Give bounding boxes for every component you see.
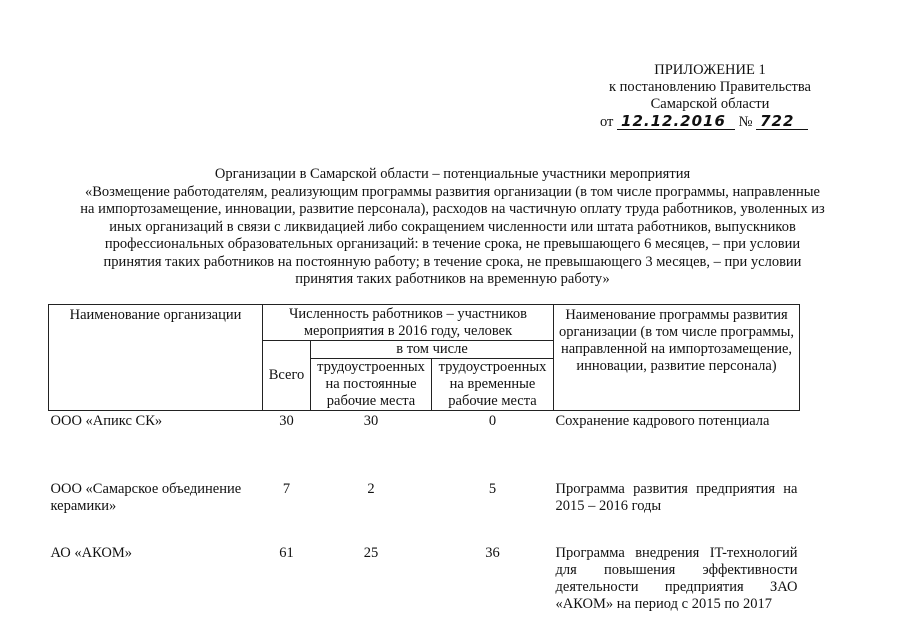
- header-including: в том числе: [311, 341, 554, 359]
- handwritten-date: 12.12.2016: [617, 114, 735, 130]
- table-header: [49, 305, 800, 411]
- number-label: №: [738, 114, 753, 130]
- handwritten-number: 722: [756, 114, 808, 130]
- title-line: принятия таких работников на постоянную работу; в течение срока, не превышающего 3 месяцев, – при условии: [103, 253, 802, 270]
- title-line: принятия таких работников на временную работу»: [295, 271, 610, 287]
- temporary-cell: 36: [485, 545, 500, 561]
- title-line: профессиональных образовательных организаций: в течение срока, не превышающего 6 месяцев, – при условии: [104, 236, 801, 252]
- header-permanent: трудоустроенных на постоянные рабочие места: [311, 359, 432, 411]
- permanent-cell: 2: [367, 481, 375, 497]
- table-row: [49, 543, 800, 625]
- document-title: [40, 166, 865, 289]
- from-label: от: [600, 114, 614, 130]
- permanent-cell: 30: [363, 413, 379, 429]
- org-name-cell: ООО «Самарское объединение керамики»: [50, 481, 242, 514]
- participants-table: [48, 304, 800, 625]
- program-cell: Сохранение кадрового потенциала: [555, 413, 770, 429]
- table-row: [49, 479, 800, 543]
- header-total: Всего: [263, 341, 311, 411]
- header-org: Наименование организации: [49, 305, 263, 411]
- annex-block: [560, 62, 860, 131]
- title-line: Организации в Самарской области – потенциальные участники мероприятия: [214, 166, 691, 182]
- annex-region-line: Самарской области: [650, 96, 770, 112]
- table-body: [49, 411, 800, 626]
- annex-resolution-line: к постановлению Правительства: [609, 79, 811, 95]
- title-line: «Возмещение работодателям, реализующим программы развития организации (в том числе программы, направленные: [85, 183, 820, 200]
- permanent-cell: 25: [363, 545, 379, 561]
- header-count: Численность работников – участников мероприятия в 2016 году, человек: [263, 305, 554, 341]
- table-row: [49, 411, 800, 480]
- header-program: Наименование программы развития организации (в том числе программы, направленной на импортозамещение, инновации, развитие персонала): [554, 305, 800, 411]
- title-line: иных организаций в связи с ликвидацией либо сокращением численности или штата работников, выпускников: [109, 218, 796, 235]
- org-name-cell: АО «АКОМ»: [50, 545, 132, 561]
- temporary-cell: 0: [488, 413, 497, 429]
- annex-date-line: [560, 114, 860, 131]
- header-temporary: трудоустроенных на временные рабочие места: [432, 359, 554, 411]
- annex-title: ПРИЛОЖЕНИЕ 1: [654, 62, 766, 78]
- program-cell: Программа внедрения IT-технологий для повышения эффективности деятельности предприятия ЗАО «АКОМ» на период с 2015 по 2017: [555, 545, 798, 612]
- program-cell: Программа развития предприятия на 2015 – 2016 годы: [555, 481, 798, 514]
- total-cell: 30: [279, 413, 294, 429]
- title-line: на импортозамещение, инновации, развитие персонала), расходов на частичную оплату труда работников, уволенных из: [80, 201, 825, 217]
- total-cell: 7: [282, 481, 291, 497]
- org-name-cell: ООО «Апикс СК»: [50, 413, 163, 429]
- total-cell: 61: [279, 545, 294, 561]
- temporary-cell: 5: [488, 481, 497, 497]
